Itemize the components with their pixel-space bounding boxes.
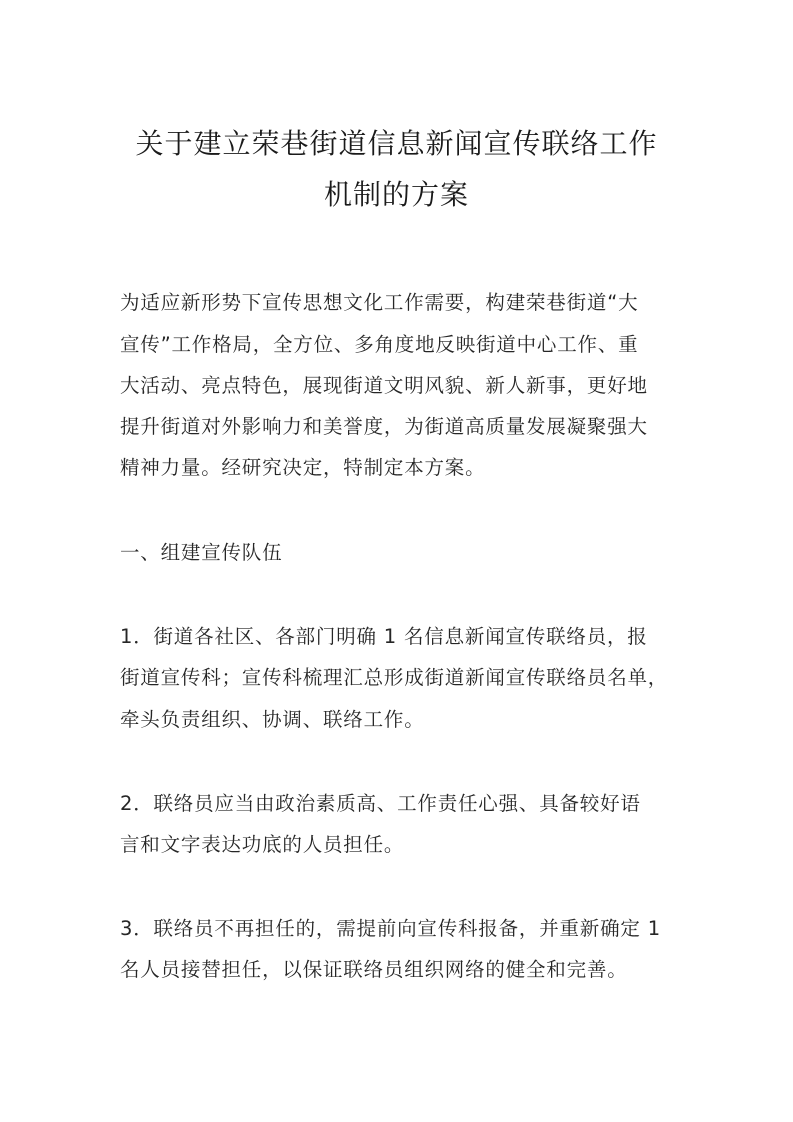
intro-line-1: 为适应新形势下宣传思想文化工作需要，构建荣巷街道“大 [120, 291, 639, 314]
item-1-line-1: 1．街道各社区、各部门明确 1 名信息新闻宣传联络员，报 [120, 625, 648, 648]
item-3-line-2: 名人员接替担任，以保证联络员组织网络的健全和完善。 [120, 958, 628, 981]
item-2-line-2: 言和文字表达功底的人员担任。 [120, 833, 405, 856]
intro-line-4: 提升街道对外影响力和美誉度，为街道高质量发展凝聚强大 [120, 415, 648, 438]
item-1-line-3: 牵头负责组织、协调、联络工作。 [120, 708, 425, 731]
item-3-line-1: 3．联络员不再担任的，需提前向宣传科报备，并重新确定 1 [120, 917, 661, 940]
item-1-line-2: 街道宣传科；宣传科梳理汇总形成街道新闻宣传联络员名单， [120, 666, 669, 689]
intro-line-2: 宣传”工作格局，全方位、多角度地反映街道中心工作、重 [120, 333, 639, 356]
intro-line-3: 大活动、亮点特色，展现街道文明风貌、新人新事，更好地 [120, 374, 648, 397]
section-heading: 一、组建宣传队伍 [120, 541, 283, 564]
item-2-line-1: 2．联络员应当由政治素质高、工作责任心强、具备较好语 [120, 792, 641, 815]
intro-line-5: 精神力量。经研究决定，特制定本方案。 [120, 456, 486, 479]
document-title-line-2: 机制的方案 [323, 178, 469, 211]
document-title-line-1: 关于建立荣巷街道信息新闻宣传联络工作 [135, 127, 658, 160]
